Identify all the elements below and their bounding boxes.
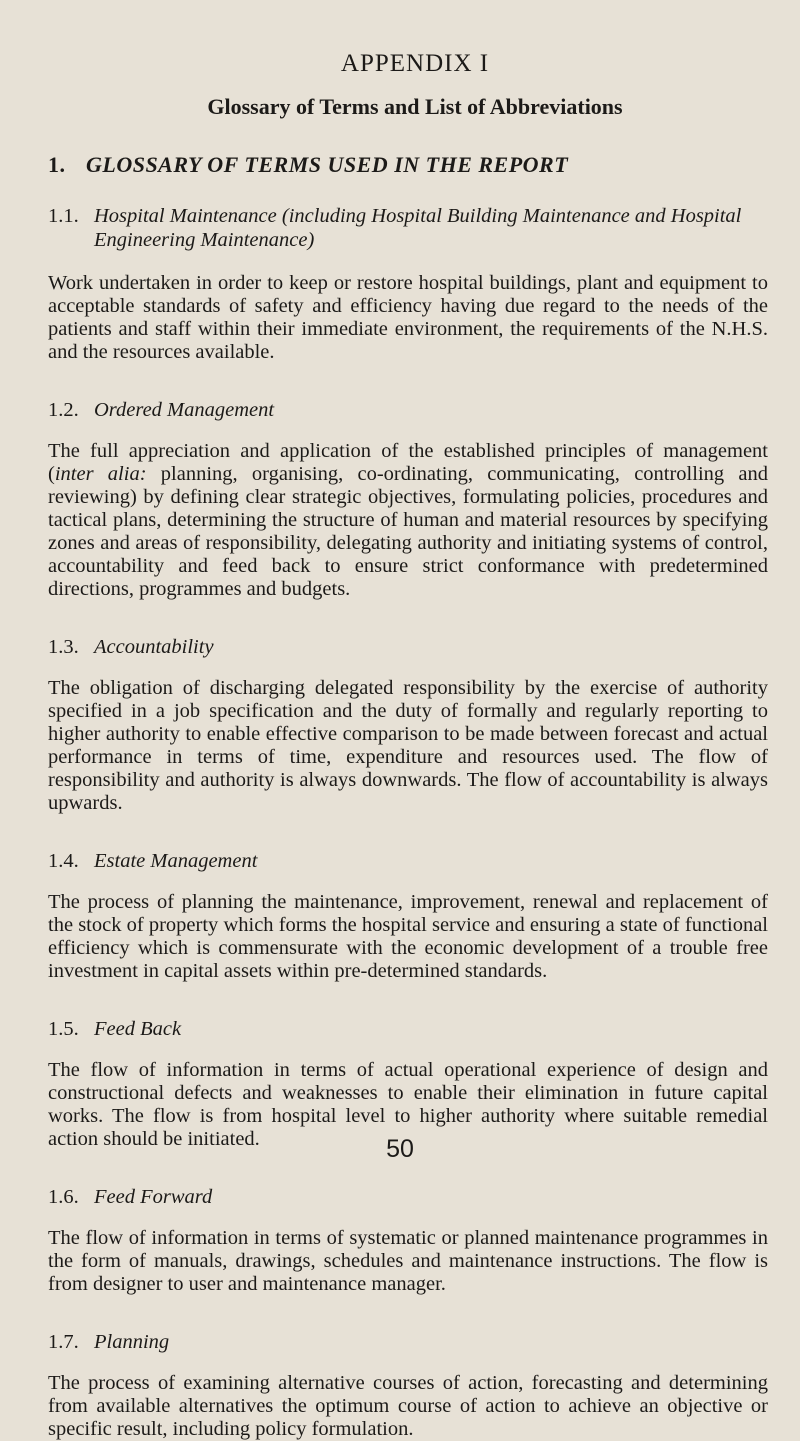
glossary-term xyxy=(48,398,768,601)
term-definition: The flow of information in terms of actual operational experience of design and constructional defects and weaknesses to enable their elimination in future capital works. The flow is from hospital level to higher authority where suitable remedial action should be initiated. xyxy=(48,1059,768,1150)
term-number: 1.5. xyxy=(48,1018,79,1040)
page-number: 50 xyxy=(386,1135,414,1163)
term-name: Estate Management xyxy=(94,850,258,872)
term-definition xyxy=(48,440,768,601)
glossary-term xyxy=(48,849,768,983)
section-title: GLOSSARY OF TERMS USED IN THE REPORT xyxy=(86,152,569,177)
term-name: Feed Back xyxy=(94,1018,182,1040)
term-definition: The process of examining alternative courses of action, forecasting and determining from available alternatives the optimum course of action to achieve an objective or specific result, including policy formulation. xyxy=(48,1372,768,1440)
term-heading xyxy=(48,1017,768,1041)
glossary-term xyxy=(48,635,768,815)
glossary-term xyxy=(48,1185,768,1296)
glossary-term xyxy=(48,1017,768,1151)
term-number: 1.1. xyxy=(48,205,79,227)
term-number: 1.3. xyxy=(48,636,79,658)
term-name: Planning xyxy=(94,1331,170,1353)
term-heading xyxy=(48,849,768,873)
term-definition: The obligation of discharging delegated responsibility by the exercise of authority specified in a job specification and the duty of formally and regularly reporting to higher authority to enable effective comparison to be made between forecast and actual performance in terms of time, expenditure and resources used. The flow of responsibility and authority is always downwards. The flow of accountability is always upwards. xyxy=(48,677,768,814)
term-number: 1.6. xyxy=(48,1186,79,1208)
term-name: Ordered Management xyxy=(94,399,275,421)
term-name: Feed Forward xyxy=(94,1186,213,1208)
term-definition-prefix: The full appreciation and application of the established principles of management ( xyxy=(48,440,768,485)
term-name: Hospital Maintenance (including Hospital Building Maintenance and Hospital Engineering Maintenance) xyxy=(94,205,742,251)
term-heading xyxy=(48,1330,768,1354)
section-number: 1. xyxy=(48,152,66,177)
glossary-title: Glossary of Terms and List of Abbreviations xyxy=(207,94,623,119)
term-name: Accountability xyxy=(94,636,214,658)
term-definition-suffix: planning, organising, co-ordinating, communicating, controlling and reviewing) by defining clear strategic objectives, formulating policies, procedures and tactical plans, determining the structure of human and material resources by specifying zones and areas of responsibility, delegating authority and initiating systems of control, accountability and feed back to ensure strict conformance with predetermined directions, programmes and budgets. xyxy=(48,463,769,600)
term-number: 1.7. xyxy=(48,1331,79,1353)
term-heading xyxy=(48,635,768,659)
glossary-term xyxy=(48,204,768,364)
term-heading xyxy=(48,1185,768,1209)
term-number: 1.4. xyxy=(48,850,79,872)
term-definition-italic: inter alia: xyxy=(54,463,147,485)
term-heading xyxy=(48,398,768,422)
term-definition: Work undertaken in order to keep or restore hospital buildings, plant and equipment to acceptable standards of safety and efficiency having due regard to the needs of the patients and staff within their immediate environment, the requirements of the N.H.S. and the resources available. xyxy=(48,272,768,363)
term-number: 1.2. xyxy=(48,399,79,421)
appendix-title: APPENDIX I xyxy=(340,50,490,77)
section-heading xyxy=(48,150,768,180)
term-heading xyxy=(48,204,768,252)
term-definition: The flow of information in terms of systematic or planned maintenance programmes in the form of manuals, drawings, schedules and maintenance instructions. The flow is from designer to user and maintenance manager. xyxy=(48,1227,768,1295)
term-definition: The process of planning the maintenance, improvement, renewal and replacement of the stock of property which forms the hospital service and ensuring a state of functional efficiency which is commensurate with the economic development of a trouble free investment in capital assets within pre-determined standards. xyxy=(48,891,768,982)
glossary-term xyxy=(48,1330,768,1441)
